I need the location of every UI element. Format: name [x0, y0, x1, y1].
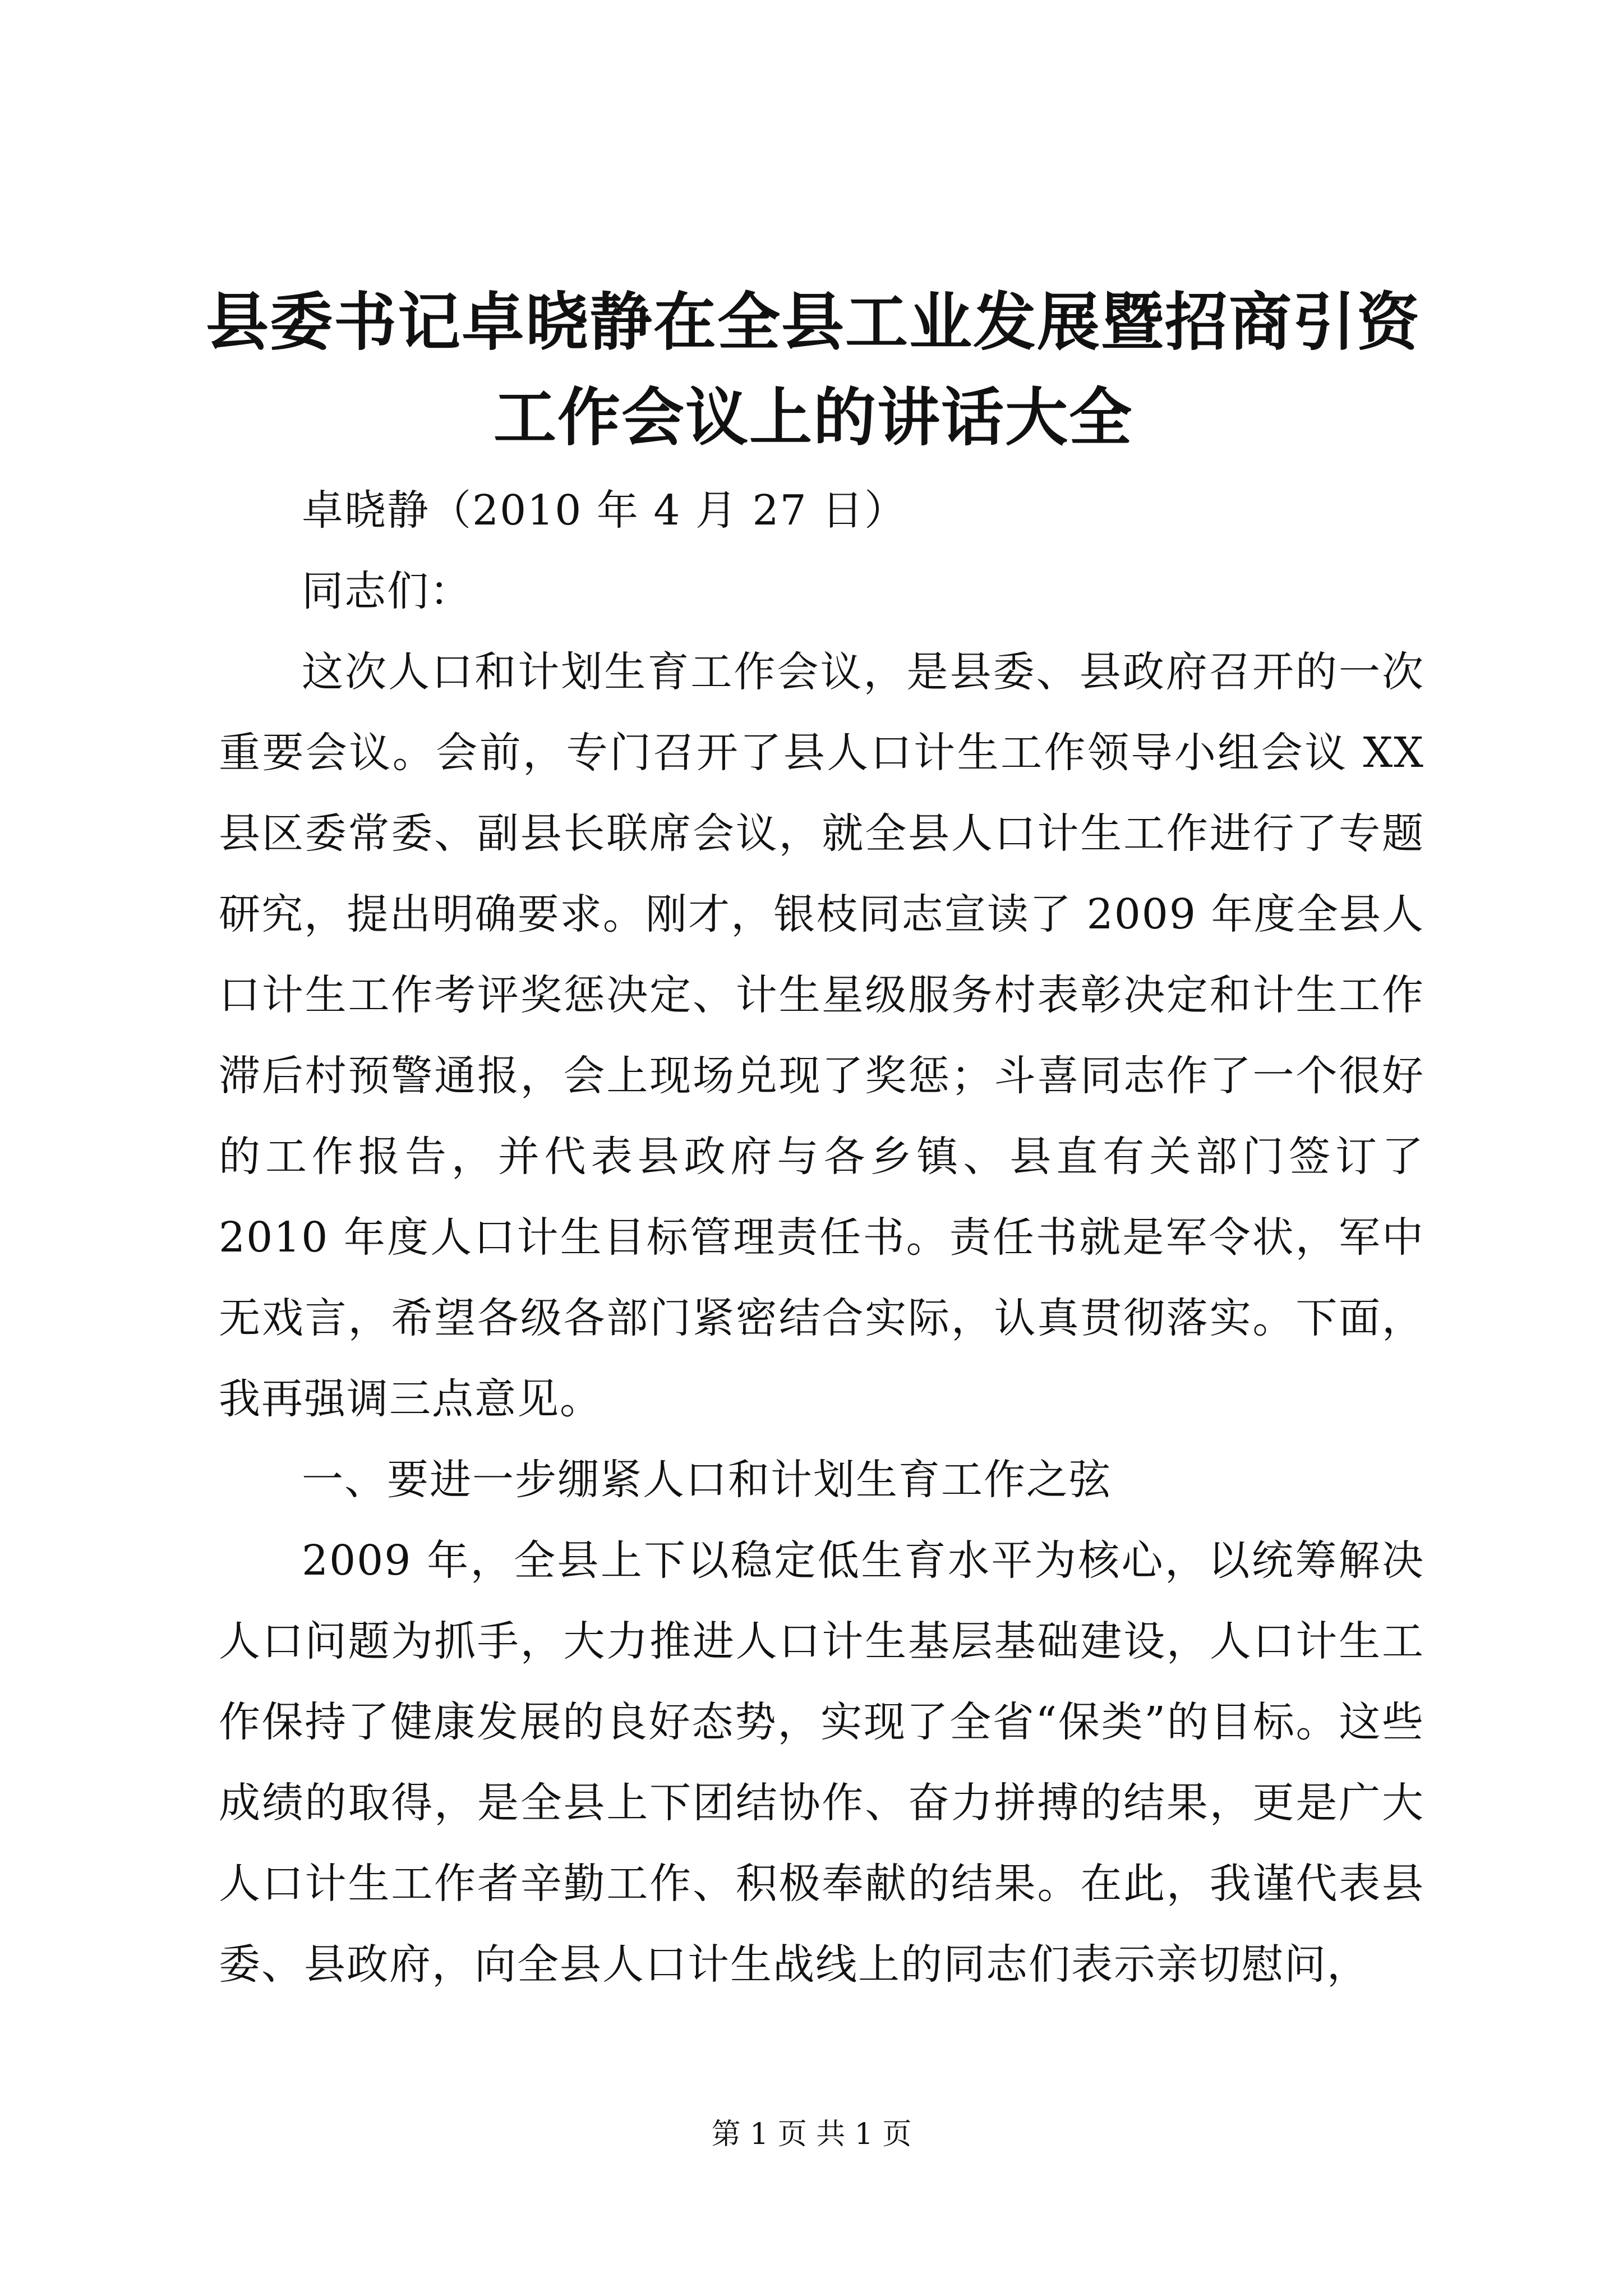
page-footer: 第 1 页 共 1 页 [711, 2118, 912, 2151]
byline: 卓晓静（2010 年 4 月 27 日） [302, 486, 907, 535]
paragraph: 2009 年，全县上下以稳定低生育水平为核心，以统筹解决人口问题为抓手，大力推进人口计生基层基础建设，人口计生工作保持了健康发展的良好态势，实现了全省“保类”的目标。这些成绩的取得，是全县上下团结协作、奋力拼搏的结果，更是广大人口计生工作者辛勤工作、积极奉献的结果。在此，我谨代表县委、县政府，向全县人口计生战线上的同志们表示亲切慰问， [219, 1536, 1424, 1989]
paragraph: 这次人口和计划生育工作会议，是县委、县政府召开的一次重要会议。会前，专门召开了县人口计生工作领导小组会议 XX 县区委常委、副县长联席会议，就全县人口计生工作进行了专题研究，提出明确要求。刚才，银枝同志宣读了 2009 年度全县人口计生工作考评奖惩决定、计生星级服务村表彰决定和计生工作滞后村预警通报，会上现场兑现了奖惩；斗喜同志作了一个很好的工作报告，并代表县政府与各乡镇、县直有关部门签订了 2010 年度人口计生目标管理责任书。责任书就是军令状，军中无戏言，希望各级各部门紧密结合实际，认真贯彻落实。下面，我再强调三点意见。 [219, 648, 1424, 1423]
salutation: 同志们： [302, 567, 472, 615]
document-body [219, 470, 1424, 2005]
section-heading: 一、要进一步绷紧人口和计划生育工作之弦 [302, 1456, 1112, 1504]
document-title: 县委书记卓晓静在全县工业发展暨招商引资工作会议上的讲话大全 [206, 286, 1421, 454]
